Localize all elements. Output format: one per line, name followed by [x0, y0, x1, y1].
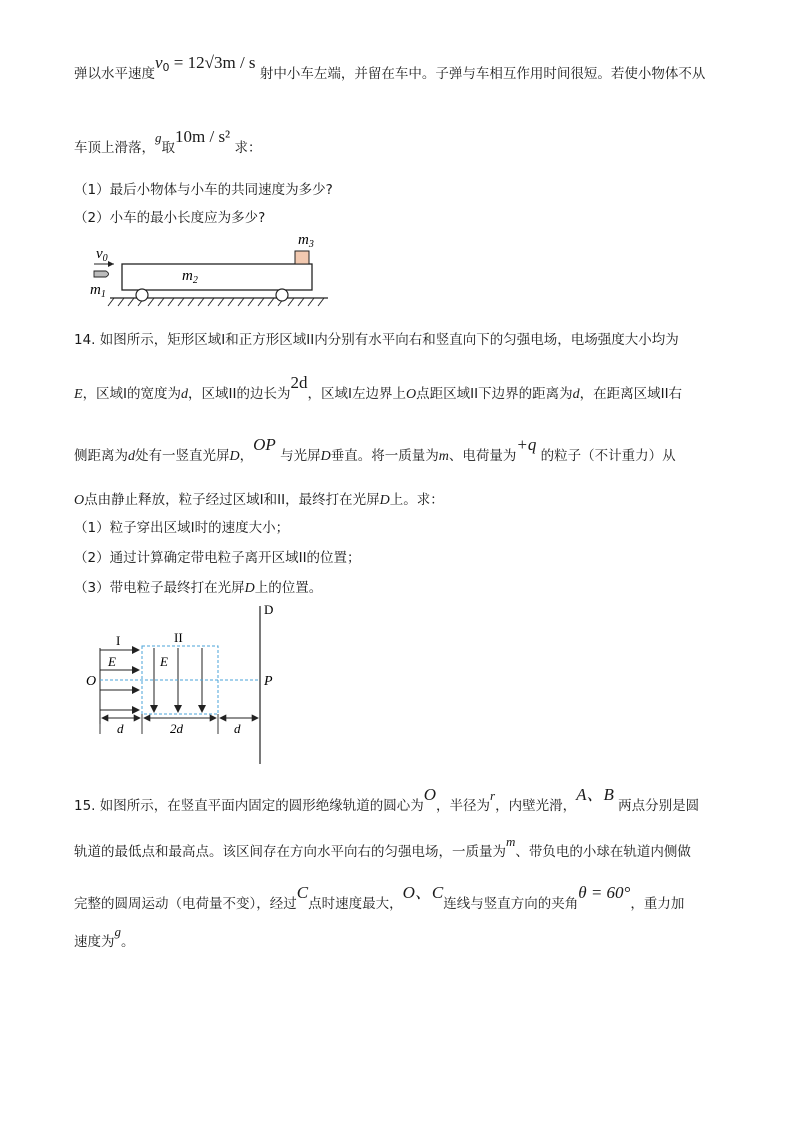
question-14-2: （2）通过计算确定带电粒子离开区域II的位置； [74, 550, 361, 566]
label-E-region-I: E [108, 654, 116, 669]
p15-line-4: 速度为g。 [74, 924, 135, 950]
label-m1: $m_1$ [90, 282, 106, 300]
figure-field-regions [84, 600, 304, 770]
block-m3 [295, 251, 309, 264]
label-O: O [86, 674, 97, 689]
label-2d: 2d [170, 721, 183, 736]
label-v0: $v_0$ [96, 246, 108, 264]
p15-line-1: 15. 如图所示，在竖直平面内固定的圆形绝缘轨道的圆心为O，半径为r，内壁光滑，A、B 两点分别是圆 [74, 785, 700, 814]
p14-line-1: 14. 如图所示，矩形区域I和正方形区域II内分别有水平向右和竖直向下的匀强电场，电场强度大小均为 [74, 332, 679, 348]
label-P: P [264, 674, 273, 689]
p14-line-2: E，区域I的宽度为d，区域II的边长为2d，区域I左边界上O点距区域II下边界的距离为d，在距离区域II右 [74, 373, 683, 402]
p15-line-2: 轨道的最低点和最高点。该区间存在方向水平向右的匀强电场，一质量为m、带负电的小球在轨道内侧做 [74, 834, 691, 860]
label-m3: $m_3$ [298, 232, 314, 250]
label-d-1: d [117, 721, 124, 736]
label-D: D [264, 602, 274, 617]
figure-cart [80, 228, 340, 308]
p14-line-3: 侧距离为d处有一竖直光屏D，OP 与光屏D垂直。将一质量为m、电荷量为+q 的粒子（不计重力）从 [74, 435, 676, 464]
p13-line-1: 弹以水平速度$v^0 = 12√3m / s$ 射中小车左端，并留在车中。子弹与车相互作用时间很短。若使小物体不从 [74, 53, 706, 82]
label-d-3: d [234, 721, 241, 736]
question-14-3: （3）带电粒子最终打在光屏D上的位置。 [74, 580, 323, 596]
label-region-II: II [174, 630, 183, 645]
label-E-region-II: E [160, 654, 168, 669]
p14-line-4: O点由静止释放，粒子经过区域I和II，最终打在光屏D上。求： [74, 492, 444, 508]
cart-wheel-left [136, 289, 148, 301]
label-region-I: I [116, 633, 121, 648]
cart-wheel-right [276, 289, 288, 301]
question-13-1: （1）最后小物体与小车的共同速度为多少? [74, 182, 333, 198]
question-14-1: （1）粒子穿出区域I时的速度大小； [74, 520, 290, 536]
p13-line-2: 车顶上滑落，g取10m / s² 求： [74, 127, 262, 156]
bullet [94, 271, 109, 277]
p15-line-3: 完整的圆周运动（电荷量不变），经过C点时速度最大，O、C连线与竖直方向的夹角θ = 60°，重力加 [74, 883, 685, 912]
question-13-2: （2）小车的最小长度应为多少? [74, 210, 266, 226]
label-m2: $m_2$ [182, 268, 198, 286]
cart-body [122, 264, 312, 290]
